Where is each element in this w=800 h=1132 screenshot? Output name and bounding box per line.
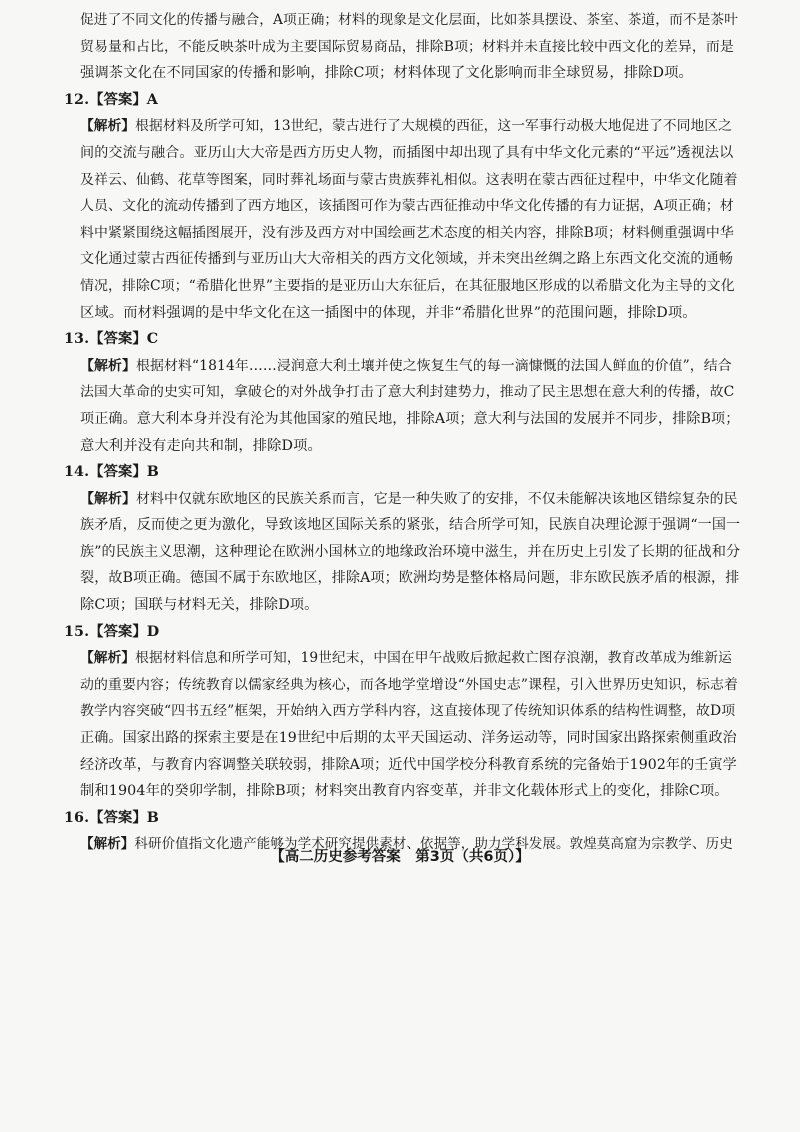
text-line: 动的重要内容；传统教育以儒家经典为核心，而各地学堂增设“外国史志”课程，引入世界历史知识，标志着 [80,676,738,693]
text-line: 制和1904年的癸卯学制，排除B项；材料突出教育内容变革，并非文化载体形式上的变化，排除C项。 [80,783,729,800]
answer-heading: 12.【答案】A [64,91,158,108]
section-marker: 【解析】 [80,357,136,374]
text-line: 间的交流与融合。亚历山大大帝是西方历史人物，而插图中却出现了具有中华文化元素的“平远”透视法以 [80,144,734,161]
answer-heading: 14.【答案】B [64,464,159,481]
text-line: 及祥云、仙鹤、花草等图案，同时葬礼场面与蒙古贵族葬礼相似。这表明在蒙古西征过程中，中华文化随着 [80,171,738,188]
section-marker: 15.【答案】 [64,623,147,640]
text-line: 文化通过蒙古西征传播到与亚历山大大帝相关的西方文化领域，并未突出丝绸之路上东西文化交流的通畅 [80,251,733,268]
text-line: 【解析】根据材料信息和所学可知，19世纪末，中国在甲午战败后掀起救亡图存浪潮，教育改革成为维新运 [80,650,732,667]
section-marker: 【解析】 [80,490,136,507]
section-marker: 14.【答案】 [64,464,147,481]
text-line: 法国大革命的史实可知，拿破仑的对外战争打击了意大利封建势力，推动了民主思想在意大利的传播，故C [80,384,735,401]
answer-heading: 13.【答案】C [64,331,159,348]
section-marker: 16.【答案】 [64,809,147,826]
section-marker: 【解析】 [80,836,135,853]
text-line: 强调茶文化在不同国家的传播和影响，排除C项；材料体现了文化影响而非全球贸易，排除D项。 [80,65,693,82]
text-line: 【解析】根据材料“1814年……浸润意大利土壤并使之恢复生气的每一滴慷慨的法国人鲜血的价值”，结合 [80,357,732,374]
text-line: 【解析】材料中仅就东欧地区的民族关系而言，它是一种失败了的安排，不仅未能解决该地区错综复杂的民 [80,490,738,507]
section-marker: 【解析】 [80,650,136,667]
text-line: 意大利并没有走向共和制，排除D项。 [80,437,322,454]
text-line: 教学内容突破“四书五经”框架，开始纳入西方学科内容，这直接体现了传统知识体系的结构性调整，故D项 [80,703,736,720]
text-line: 族”的民族主义思潮，这种理论在欧洲小国林立的地缘政治环境中滋生，并在历史上引发了长期的征战和分 [80,543,740,560]
answer-content [64,7,740,858]
text-line: 经济改革，与教育内容调整关联较弱，排除A项；近代中国学校分科教育系统的完备始于1902年的壬寅学 [80,756,737,773]
text-line: 料中紧紧围绕这幅插图展开，没有涉及西方对中国绘画艺术态度的相关内容，排除B项；材料侧重强调中华 [80,224,734,241]
text-line: 区域。而材料强调的是中华文化在这一插图中的体现，并非“希腊化世界”的范围问题，排除D项。 [80,304,697,321]
answer-heading: 16.【答案】B [64,809,159,826]
text-line: 正确。国家出路的探索主要是在19世纪中后期的太平天国运动、洋务运动等，同时国家出路探索侧重政治 [80,730,737,747]
text-line: 【解析】根据材料及所学可知，13世纪，蒙古进行了大规模的西征，这一军事行动极大地促进了不同地区之 [80,118,732,135]
answer-heading: 15.【答案】D [64,623,160,640]
text-line: 促进了不同文化的传播与融合，A项正确；材料的现象是文化层面，比如茶具摆设、茶室、茶道，而不是茶叶 [80,12,739,28]
text-line: 人员、文化的流动传播到了西方地区，该插图可作为蒙古西征推动中华文化传播的有力证据，A项正确；材 [80,198,734,215]
text-line: 【解析】科研价值指文化遗产能够为学术研究提供素材、依据等，助力学科发展。敦煌莫高窟为宗教学、历史 [80,836,733,853]
text-line: 族矛盾，反而使之更为激化，导致该地区国际关系的紧张，结合所学可知，民族自决理论源于强调“一国一 [80,517,740,534]
page-footer: 【高二历史参考答案 第3页（共6页）】 [270,849,530,865]
text-line: 项正确。意大利本身并没有沦为其他国家的殖民地，排除A项；意大利与法国的发展并不同步，排除B项； [80,410,740,427]
section-marker: 13.【答案】 [64,331,147,348]
text-line: 裂，故B项正确。德国不属于东欧地区，排除A项；欧洲均势是整体格局问题，非东欧民族矛盾的根源，排 [80,570,740,587]
section-marker: 【解析】 [80,118,136,135]
text-line: 情况，排除C项；“希腊化世界”主要指的是亚历山大东征后，在其征服地区形成的以希腊文化为主导的文化 [80,277,735,294]
text-line: 除C项；国联与材料无关，排除D项。 [80,597,319,614]
section-marker: 12.【答案】 [64,91,147,108]
text-line: 贸易量和占比，不能反映茶叶成为主要国际贸易商品，排除B项；材料并未直接比较中西文化的差异，而是 [80,38,734,55]
